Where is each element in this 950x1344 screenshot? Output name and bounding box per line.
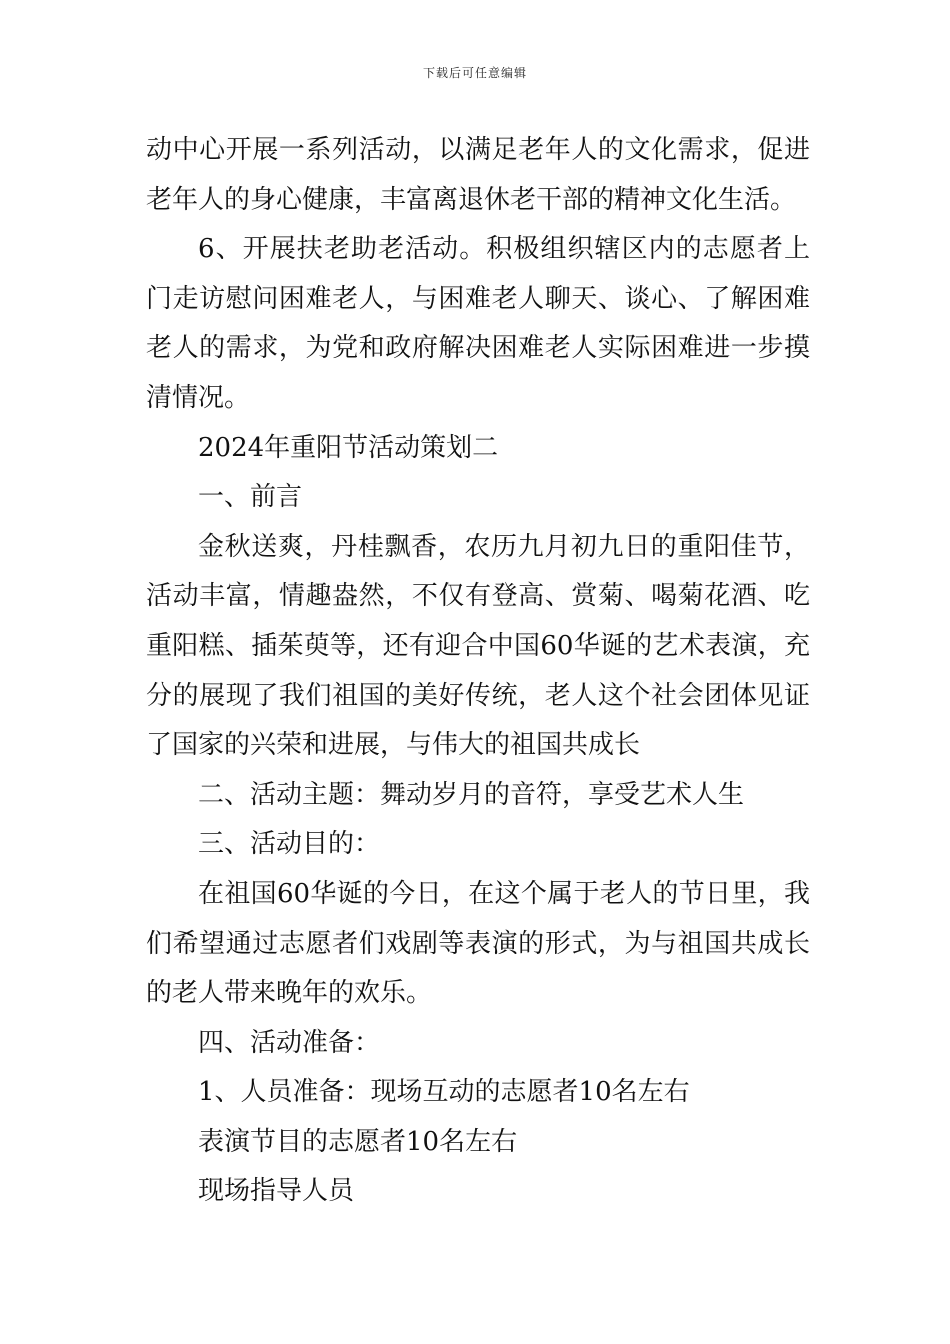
- list-item-performers: 表演节目的志愿者10名左右: [198, 1126, 518, 1157]
- heading-preface: 一、前言: [198, 482, 303, 513]
- document-body: [146, 126, 810, 1217]
- paragraph-continuation: 动中心开展一系列活动，以满足老年人的文化需求，促进老年人的身心健康，丰富离退休老干部的精神文化生活。: [146, 135, 810, 215]
- heading-purpose: 三、活动目的：: [198, 829, 381, 860]
- paragraph-item-6: 6、开展扶老助老活动。积极组织辖区内的志愿者上门走访慰问困难老人，与困难老人聊天、谈心、了解困难老人的需求，为党和政府解决困难老人实际困难进一步摸清情况。: [146, 234, 810, 413]
- list-item-guides: 现场指导人员: [198, 1176, 355, 1207]
- page-header: 下载后可任意编辑: [422, 66, 527, 80]
- heading-theme: 二、活动主题：舞动岁月的音符，享受艺术人生: [198, 779, 745, 810]
- section-title: 2024年重阳节活动策划二: [198, 432, 499, 463]
- heading-preparation: 四、活动准备：: [198, 1027, 381, 1058]
- paragraph-purpose: 在祖国60华诞的今日，在这个属于老人的节日里，我们希望通过志愿者们戏剧等表演的形式，为与祖国共成长的老人带来晚年的欢乐。: [146, 878, 810, 1009]
- paragraph-preface: 金秋送爽，丹桂飘香，农历九月初九日的重阳佳节，活动丰富，情趣盎然，不仅有登高、赏菊、喝菊花酒、吃重阳糕、插茱萸等，还有迎合中国60华诞的艺术表演，充分的展现了我们祖国的美好传统，老人这个社会团体见证了国家的兴荣和进展，与伟大的祖国共成长: [146, 531, 810, 761]
- list-item-staff: 1、人员准备：现场互动的志愿者10名左右: [198, 1077, 690, 1108]
